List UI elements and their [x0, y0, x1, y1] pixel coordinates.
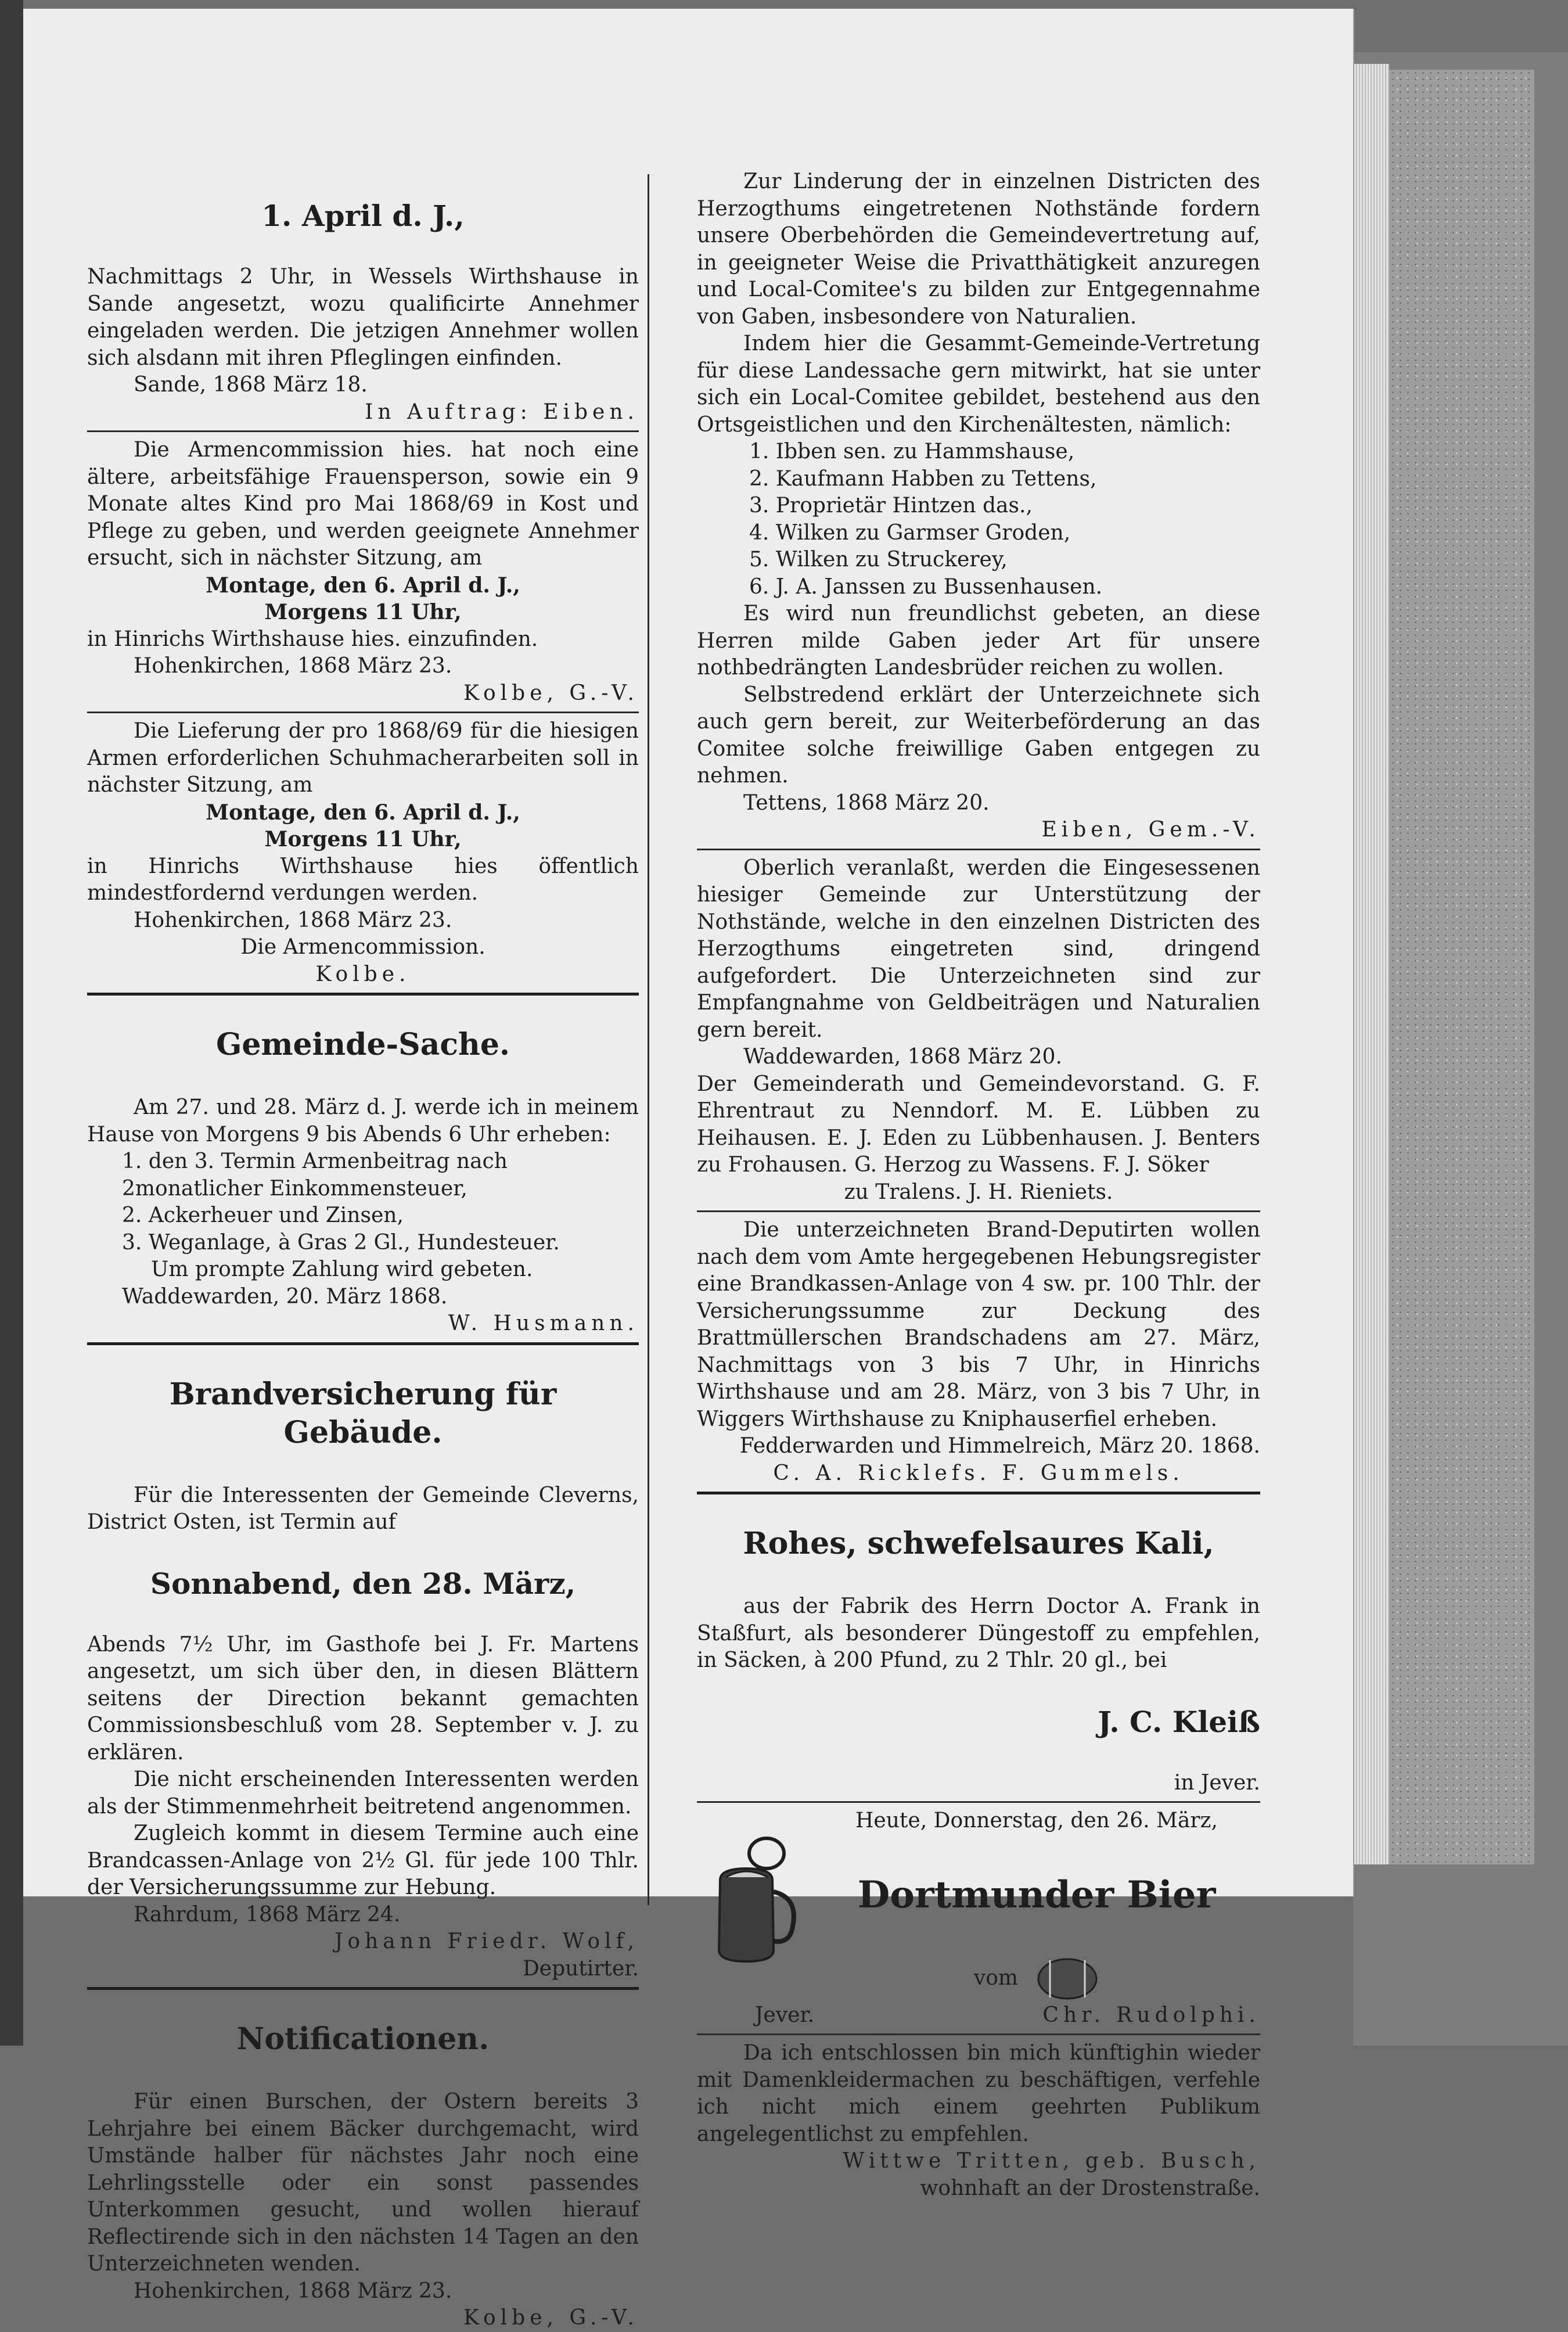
ad7-list-item: 3. Proprietär Hintzen das.,	[749, 494, 1033, 518]
ad5-role: Deputirter.	[522, 1956, 639, 1981]
beer-ad-vom: vom	[973, 1966, 1019, 1990]
ad3-org: Die Armencommission.	[240, 935, 485, 959]
ad12-address: wohnhaft an der Drostenstraße.	[920, 2176, 1260, 2200]
ad10-body: aus der Fabrik des Herrn Doctor A. Frank in Staßfurt, als besonderer Düngestoff zu empfehlen, in Säcken, à 200 Pfund, zu 2 Thlr. 20 gl., bei	[697, 1594, 1260, 1672]
beer-ad-line: Heute, Donnerstag, den 26. März,	[855, 1809, 1218, 1832]
divider-bold	[697, 1492, 1260, 1494]
ad6-date: Hohenkirchen, 1868 März 23.	[134, 2279, 452, 2303]
ad9-date: Fedderwarden und Himmelreich, März 20. 1868.	[739, 1434, 1260, 1458]
ad7-date: Tettens, 1868 März 20.	[743, 790, 990, 815]
ad5-body-4: Zugleich kommt in diesem Termine auch eine Brandcassen-Anlage von 2½ Gl. für jede 100 Thlr. der Versicherungssumme zur Hebung.	[87, 1821, 639, 1899]
ad2-time: Morgens 11 Uhr,	[264, 600, 462, 624]
ad12-signature: Wittwe Tritten, geb. Busch,	[843, 2149, 1260, 2173]
ad7-body-4: Selbstredend erklärt der Unterzeichnete sich auch gern bereit, zur Weiterbeförderung an das Comitee solche freiwillige Gaben entgegen zu nehmen.	[697, 682, 1260, 788]
barrel-icon	[1035, 1956, 1099, 2002]
ad2-signature: Kolbe, G.-V.	[463, 681, 639, 705]
page-stack	[1354, 64, 1389, 1864]
ad6-title: Notificationen.	[236, 2021, 490, 2057]
ad9-signature: C. A. Ricklefs. F. Gummels.	[773, 1461, 1184, 1485]
beer-mug-illustration	[697, 1834, 813, 1975]
ad2-day: Montage, den 6. April d. J.,	[206, 573, 520, 598]
book-gutter	[0, 0, 23, 2046]
divider	[87, 712, 639, 713]
divider-bold	[87, 993, 639, 996]
ad7-body: Zur Linderung der in einzelnen Districten des Herzogthums eingetretenen Nothstände fordern unsere Oberbehörden die Gemeindevertretung auf, in geeigneter Weise die Privatthätigkeit anzuregen und Local-Comitee's zu bilden zur Entgegennahme von Gaben, insbesondere von Naturalien.	[697, 170, 1260, 329]
right-column	[697, 168, 1260, 2202]
ad5-title: Brandversicherung für Gebäude.	[169, 1376, 557, 1450]
ad4-note: Um prompte Zahlung wird gebeten.	[151, 1257, 533, 1281]
divider-bold	[87, 1342, 639, 1345]
ad3-place: in Hinrichs Wirthshause hies öffentlich mindestfordernd verdungen werden.	[87, 854, 639, 905]
ad1-signature: In Auftrag: Eiben.	[365, 400, 639, 424]
ad7-signature: Eiben, Gem.-V.	[1041, 818, 1260, 842]
beer-mug-icon	[697, 1834, 807, 1973]
ad2-place: in Hinrichs Wirthshause hies. einzufinden.	[87, 627, 538, 651]
left-column	[87, 168, 639, 2332]
ad4-item-1: 1. den 3. Termin Armenbeitrag nach 2monatlicher Einkommensteuer,	[122, 1149, 508, 1201]
column-divider	[648, 174, 649, 1905]
divider	[697, 1801, 1260, 1803]
ad4-body: Am 27. und 28. März d. J. werde ich in meinem Hause von Morgens 9 bis Abends 6 Uhr erheben:	[87, 1095, 639, 1147]
ad3-signature: Kolbe.	[315, 962, 411, 986]
ad7-list-item: 1. Ibben sen. zu Hammshause,	[749, 440, 1075, 463]
ad8-body: Oberlich veranlaßt, werden die Eingesessenen hiesiger Gemeinde zur Unterstützung der Nothstände, welche in den einzelnen Districten des Herzogthums eingetreten sind, dringend aufgefordert. Die Unterzeichneten sind zur Empfangnahme von Geldbeiträgen und Naturalien gern bereit.	[697, 856, 1260, 1042]
ad12-body: Da ich entschlossen bin mich künftighin wieder mit Damenkleidermachen zu beschäftigen, verfehle ich nicht mich einem geehrten Publikum angelegentlichst zu empfehlen.	[697, 2041, 1260, 2146]
ad5-body-3: Die nicht erscheinenden Interessenten werden als der Stimmenmehrheit beitretend angenommen.	[87, 1767, 639, 1819]
ad1-title: 1. April d. J.,	[261, 199, 465, 233]
ad7-list-item: 5. Wilken zu Struckerey,	[749, 548, 1008, 572]
ad6-signature: Kolbe, G.-V.	[463, 2306, 639, 2330]
ad7-body-2: Indem hier die Gesammt-Gemeinde-Vertretung für diese Landessache gern mitwirkt, hat sie unter sich ein Local-Comitee gebildet, bestehend aus den Ortsgeistlichen und den Kirchenältesten, nämlich:	[697, 332, 1260, 437]
ad4-item-2: 2. Ackerheuer und Zinsen,	[122, 1203, 404, 1227]
ad7-body-3: Es wird nun freundlichst gebeten, an diese Herren milde Gaben jeder Art für unsere nothbedrängten Landesbrüder reichen zu wollen.	[697, 602, 1260, 680]
divider	[87, 430, 639, 432]
ad10-title: Rohes, schwefelsaures Kali,	[743, 1526, 1214, 1561]
ad4-title: Gemeinde-Sache.	[215, 1027, 510, 1062]
ad10-place: in Jever.	[1174, 1770, 1260, 1795]
beer-ad-title: Dortmunder Bier	[857, 1873, 1216, 1917]
ad8-body-2: Der Gemeinderath und Gemeindevorstand. G. F. Ehrentraut zu Nenndorf. M. E. Lübben zu Heihausen. E. J. Eden zu Lübbenhausen. J. Benters zu Frohausen. G. Herzog zu Wassens. F. J. Söker	[697, 1072, 1260, 1177]
ad5-body: Für die Interessenten der Gemeinde Cleverns, District Osten, ist Termin auf	[87, 1483, 639, 1534]
divider-bold	[87, 1987, 639, 1990]
ad3-time: Morgens 11 Uhr,	[264, 827, 462, 851]
beer-ad-signature: Chr. Rudolphi.	[1042, 2003, 1260, 2027]
ad1-body: Nachmittags 2 Uhr, in Wessels Wirthshause in Sande angesetzt, wozu qualificirte Annehmer eingeladen werden. Die jetzigen Annehmer wollen sich alsdann mit ihren Pfleglingen einfinden.	[87, 265, 639, 370]
ad2-body: Die Armencommission hies. hat noch eine ältere, arbeitsfähige Frauensperson, sowie ein 9 Monate altes Kind pro Mai 1868/69 in Kost und Pflege zu geben, und werden geeignete Annehmer ersucht, sich in nächster Sitzung, am	[87, 438, 639, 570]
ad3-body: Die Lieferung der pro 1868/69 für die hiesigen Armen erforderlichen Schuhmacherarbeiten soll in nächster Sitzung, am	[87, 719, 639, 797]
ad4-date: Waddewarden, 20. März 1868.	[122, 1284, 448, 1309]
ad7-list-item: 6. J. A. Janssen zu Bussenhausen.	[749, 574, 1103, 599]
ad2-date: Hohenkirchen, 1868 März 23.	[134, 654, 452, 678]
ad3-day: Montage, den 6. April d. J.,	[206, 800, 520, 825]
ad5-signature: Johann Friedr. Wolf,	[335, 1929, 639, 1953]
ad5-date: Rahrdum, 1868 März 24.	[134, 1902, 401, 1927]
ad3-date: Hohenkirchen, 1868 März 23.	[134, 908, 452, 932]
beer-ad	[697, 1808, 1260, 2002]
ad6-body: Für einen Burschen, der Ostern bereits 3 Lehrjahre bei einem Bäcker durchgemacht, wird Umstände halber für nächstes Jahr noch eine Lehrlingsstelle oder ein sonst passendes Unterkommen gesucht, und wollen hierauf Reflectirende sich in den nächsten 14 Tagen an den Unterzeichneten wenden.	[87, 2090, 639, 2276]
ad9-body: Die unterzeichneten Brand-Deputirten wollen nach dem vom Amte hergegebenen Hebungsregister eine Brandkassen-Anlage von 4 sw. pr. 100 Thlr. der Versicherungssumme zur Deckung des Brattmüllerschen Brandschadens am 27. März, Nachmittags von 3 bis 7 Uhr, in Hinrichs Wirthshause und am 28. März, von 3 bis 7 Uhr, in Wiggers Wirthshause zu Kniphauserfiel erheben.	[697, 1218, 1260, 1431]
divider	[697, 849, 1260, 850]
ad8-end: zu Tralens. J. H. Rieniets.	[844, 1180, 1113, 1204]
divider	[697, 2033, 1260, 2035]
ad5-day: Sonnabend, den 28. März,	[150, 1566, 576, 1601]
ad7-list-item: 2. Kaufmann Habben zu Tettens,	[749, 466, 1097, 491]
ad10-signature: J. C. Kleiß	[1098, 1704, 1260, 1739]
ad4-item-3: 3. Weganlage, à Gras 2 Gl., Hundesteuer.	[122, 1230, 560, 1255]
ad1-date: Sande, 1868 März 18.	[134, 373, 368, 397]
divider	[697, 1210, 1260, 1212]
ad5-body-2: Abends 7½ Uhr, im Gasthofe bei J. Fr. Martens angesetzt, um sich über den, in diesen Blättern seitens der Direction bekannt gemachten Commissionsbeschluß vom 28. September v. J. zu erklären.	[87, 1632, 639, 1765]
book-cover	[1389, 70, 1534, 1864]
ad8-date: Waddewarden, 1868 März 20.	[743, 1045, 1062, 1069]
beer-ad-place: Jever.	[755, 2003, 815, 2027]
ad4-signature: W. Husmann.	[448, 1311, 639, 1335]
ad7-list-item: 4. Wilken zu Garmser Groden,	[749, 520, 1071, 545]
